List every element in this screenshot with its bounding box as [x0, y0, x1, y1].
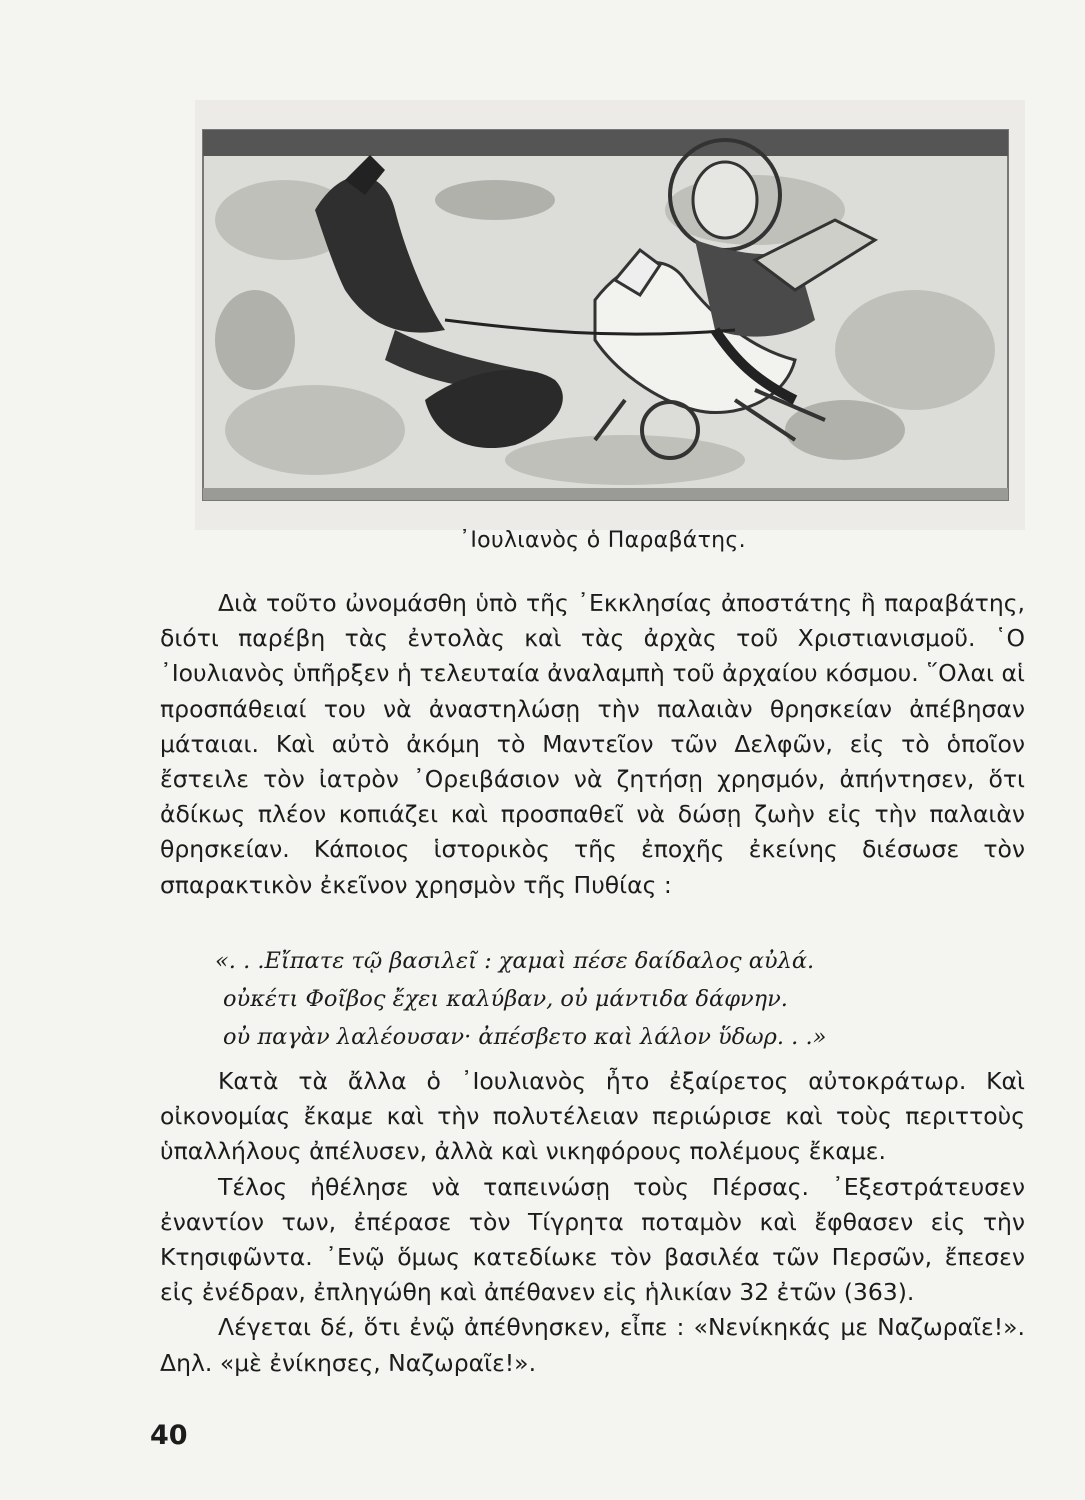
julian-chariot-illustration-icon — [195, 100, 1025, 530]
illustration-figure — [195, 100, 1025, 530]
verse-line: «. . .Εἴπατε τῷ βασιλεῖ : χαμαὶ πέσε δαίδαλος αὐλά. — [215, 948, 815, 974]
paragraph: Διὰ τοῦτο ὠνομάσθη ὑπὸ τῆς ᾿Εκκλησίας ἀποστάτης ἢ παραβάτης, διότι παρέβη τὰς ἐντολὰς καὶ τὰς ἀρχὰς τοῦ Χριστιανισμοῦ. ῾Ο ᾿Ιουλιανὸς ὑπῆρξεν ἡ τελευταία ἀναλαμπὴ τοῦ ἀρχαίου κόσμου. ῞Ολαι αἱ προσπάθειαί του νὰ ἀναστηλώσῃ τὴν παλαιὰν θρησκείαν ἀπέβησαν μάταιαι. Καὶ αὐτὸ ἀκόμη τὸ Μαντεῖον τῶν Δελφῶν, εἰς τὸ ὁποῖον ἔστειλε τὸν ἰατρὸν ᾿Ορειβάσιον νὰ ζητήσῃ χρησμόν, ἀπήντησεν, ὅτι ἀδίκως πλέον κοπιάζει καὶ προσπαθεῖ νὰ δώσῃ ζωὴν εἰς τὴν παλαιὰν θρησκείαν. Κάποιος ἱστορικὸς τῆς ἐποχῆς ἐκείνης διέσωσε τὸν σπαρακτικὸν ἐκεῖνον χρησμὸν τῆς Πυθίας : — [160, 589, 1025, 899]
main-text-top — [160, 586, 1025, 903]
figure-caption: ᾿Ιουλιανὸς ὁ Παραβάτης. — [459, 528, 746, 553]
oracle-verse — [215, 942, 1015, 1056]
paragraph: Λέγεται δέ, ὅτι ἐνῷ ἀπέθνησκεν, εἶπε : «Νενίκηκάς με Ναζωραῖε!». Δηλ. «μὲ ἐνίκησες, Ναζωραῖε!». — [160, 1313, 1025, 1377]
main-text-bottom — [160, 1064, 1025, 1381]
paragraph: Τέλος ἠθέλησε νὰ ταπεινώσῃ τοὺς Πέρσας. ᾿Εξεστράτευσεν ἐναντίον των, ἐπέρασε τὸν Τίγρητα ποταμὸν καὶ ἔφθασεν εἰς τὴν Κτησιφῶντα. ᾿Ενῷ ὅμως κατεδίωκε τὸν βασιλέα τῶν Περσῶν, ἔπεσεν εἰς ἐνέδραν, ἐπληγώθη καὶ ἀπέθανεν εἰς ἡλικίαν 32 ἐτῶν (363). — [160, 1172, 1025, 1307]
paragraph: Κατὰ τὰ ἄλλα ὁ ᾿Ιουλιανὸς ἦτο ἐξαίρετος αὐτοκράτωρ. Καὶ οἰκονομίας ἔκαμε καὶ τὴν πολυτέλειαν περιώρισε καὶ τοὺς περιττοὺς ὑπαλλήλους ἀπέλυσεν, ἀλλὰ καὶ νικηφόρους πολέμους ἔκαμε. — [160, 1067, 1025, 1166]
verse-line: οὐ παγὰν λαλέουσαν· ἀπέσβετο καὶ λάλον ὕδωρ. . .» — [223, 1024, 827, 1050]
verse-line: οὐκέτι Φοῖβος ἔχει καλύβαν, οὐ μάντιδα δάφνην. — [223, 986, 788, 1012]
page-number: 40 — [150, 1420, 188, 1451]
